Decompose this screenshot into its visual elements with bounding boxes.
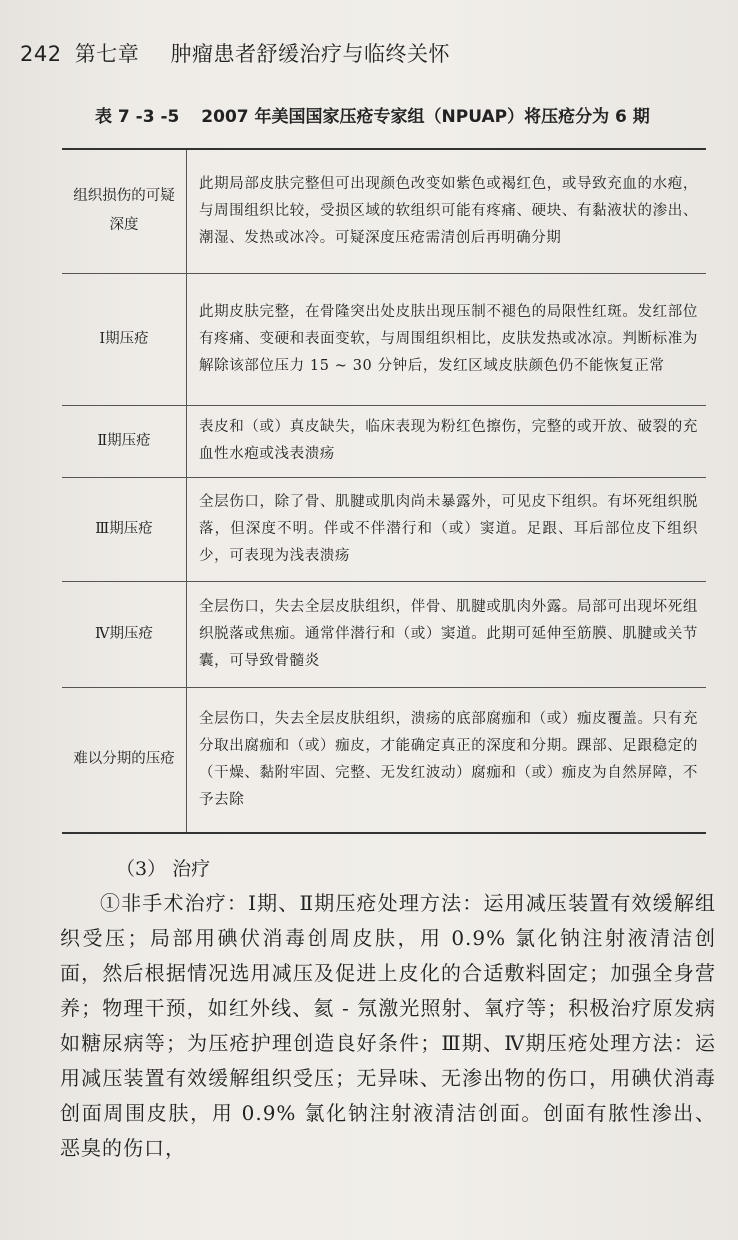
table-row (62, 687, 706, 833)
table-number: 表 7 -3 -5 (95, 107, 180, 127)
stage-description-cell: 此期皮肤完整，在骨隆突出处皮肤出现压制不褪色的局限性红斑。发红部位有疼痛、变硬和表面变软，与周围组织相比，皮肤发热或冰凉。判断标准为解除该部位压力 15 ~ 30 分钟后，发红区域皮肤颜色仍不能恢复正常 (187, 273, 707, 405)
chapter-label: 第七章 (74, 42, 140, 66)
page-number: 242 (20, 42, 62, 66)
running-head (20, 38, 450, 68)
table-row (62, 273, 706, 405)
stage-name-cell: 难以分期的压疮 (62, 687, 187, 833)
stage-description-cell: 全层伤口，除了骨、肌腱或肌肉尚未暴露外，可见皮下组织。有坏死组织脱落，但深度不明。伴或不伴潜行和（或）窦道。足跟、耳后部位皮下组织少，可表现为浅表溃疡 (187, 477, 707, 581)
stage-name-cell: Ⅰ期压疮 (62, 273, 187, 405)
stage-name-cell: Ⅲ期压疮 (62, 477, 187, 581)
table-row (62, 149, 706, 273)
stage-description-cell: 全层伤口，失去全层皮肤组织，伴骨、肌腱或肌肉外露。局部可出现坏死组织脱落或焦痂。通常伴潜行和（或）窦道。此期可延伸至筋膜、肌腱或关节囊，可导致骨髓炎 (187, 581, 707, 687)
table-row (62, 477, 706, 581)
chapter-title: 肿瘤患者舒缓治疗与临终关怀 (170, 42, 450, 66)
table-caption (95, 102, 650, 127)
section-heading: （3） 治疗 (116, 858, 211, 880)
stage-description-cell: 全层伤口，失去全层皮肤组织，溃疡的底部腐痂和（或）痂皮覆盖。只有充分取出腐痂和（或）痂皮，才能确定真正的深度和分期。踝部、足跟稳定的（干燥、黏附牢固、完整、无发红波动）腐痂和（或）痂皮为自然屏障，不予去除 (187, 687, 707, 833)
table-title: 2007 年美国国家压疮专家组（NPUAP）将压疮分为 6 期 (201, 107, 650, 127)
stage-description-cell: 表皮和（或）真皮缺失，临床表现为粉红色擦伤，完整的或开放、破裂的充血性水疱或浅表溃疡 (187, 405, 707, 477)
stage-name-cell: 组织损伤的可疑深度 (62, 149, 187, 273)
table-row (62, 405, 706, 477)
treatment-paragraph: ①非手术治疗：Ⅰ期、Ⅱ期压疮处理方法：运用减压装置有效缓解组织受压；局部用碘伏消毒创周皮肤，用 0.9% 氯化钠注射液清洁创面，然后根据情况选用减压及促进上皮化的合适敷料固定；加强全身营养；物理干预，如红外线、氦 - 氖激光照射、氧疗等；积极治疗原发病如糖尿病等；为压疮护理创造良好条件；Ⅲ期、Ⅳ期压疮处理方法：运用减压装置有效缓解组织受压；无异味、无渗出物的伤口，用碘伏消毒创面周围皮肤，用 0.9% 氯化钠注射液清洁创面。创面有脓性渗出、恶臭的伤口， (60, 891, 716, 1160)
pressure-ulcer-stage-table (62, 148, 706, 834)
table-row (62, 581, 706, 687)
stage-name-cell: Ⅱ期压疮 (62, 405, 187, 477)
stage-name-cell: Ⅳ期压疮 (62, 581, 187, 687)
stage-description-cell: 此期局部皮肤完整但可出现颜色改变如紫色或褐红色，或导致充血的水疱，与周围组织比较，受损区域的软组织可能有疼痛、硬块、有黏液状的渗出、潮湿、发热或冰冷。可疑深度压疮需清创后再明确分期 (199, 175, 698, 246)
